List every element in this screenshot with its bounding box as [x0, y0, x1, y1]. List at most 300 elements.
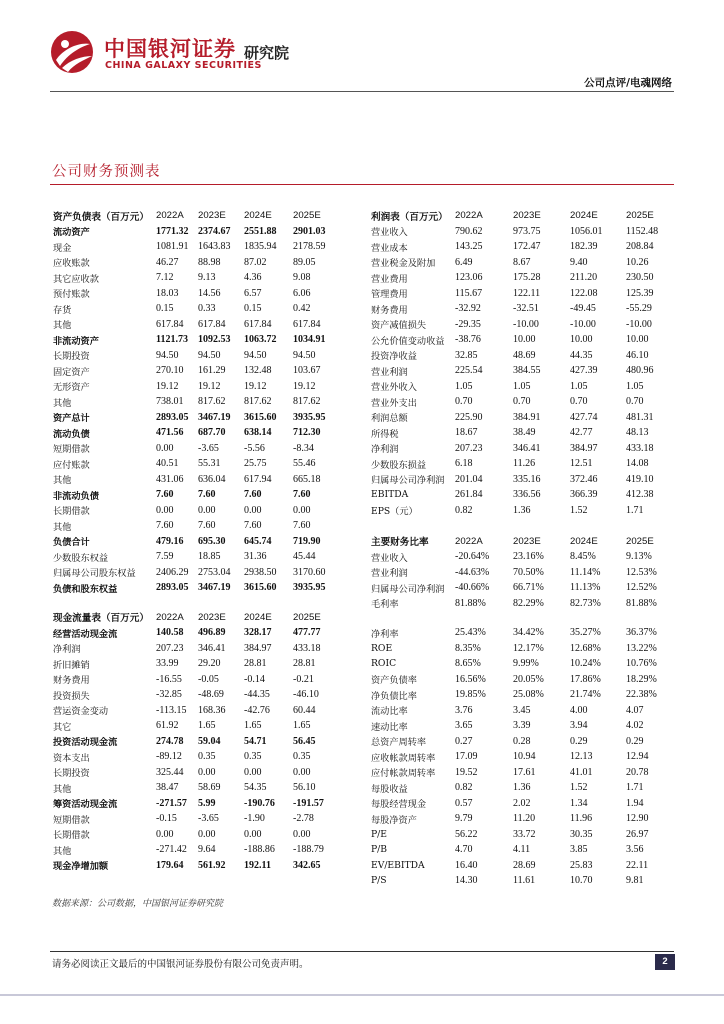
- row-value: 54.35: [244, 782, 267, 794]
- row-label: 其他: [53, 521, 72, 533]
- row-value: 1034.91: [293, 334, 326, 346]
- row-value: 0.00: [198, 766, 216, 778]
- table-row: [51, 487, 342, 503]
- row-value: 384.55: [513, 365, 541, 377]
- row-value: 58.69: [198, 782, 221, 794]
- row-value: 1.34: [570, 797, 588, 809]
- row-value: 0.15: [244, 303, 262, 315]
- row-label: 利润总额: [371, 413, 408, 425]
- row-value: 35.27%: [570, 627, 601, 639]
- table-row: [51, 224, 342, 240]
- table-row: [369, 286, 661, 302]
- row-value: 207.23: [156, 642, 184, 654]
- row-value: 182.39: [570, 241, 598, 253]
- row-value: 56.45: [293, 735, 316, 747]
- row-value: 274.78: [156, 735, 184, 747]
- row-label: 长期借款: [53, 506, 90, 518]
- table-row: [51, 749, 342, 765]
- row-label: P/S: [371, 875, 387, 887]
- row-label: 归属母公司净利润: [371, 475, 445, 487]
- row-value: 738.01: [156, 396, 184, 408]
- row-value: 11.61: [513, 875, 536, 887]
- table-row: [369, 565, 661, 581]
- row-value: 207.23: [455, 442, 483, 454]
- row-value: 7.59: [156, 551, 174, 563]
- row-value: 94.50: [156, 349, 179, 361]
- row-value: 55.31: [198, 458, 221, 470]
- row-value: [198, 596, 244, 610]
- row-value: 1643.83: [198, 241, 231, 253]
- table-row: [369, 641, 661, 657]
- table-row: [369, 811, 661, 827]
- row-value: 81.88%: [455, 597, 486, 609]
- row-value: 2374.67: [198, 225, 231, 237]
- row-value: -113.15: [156, 704, 187, 716]
- row-value: 1.36: [513, 782, 531, 794]
- row-value: 4.70: [455, 844, 473, 856]
- bottom-band: [0, 994, 724, 996]
- row-value: 168.36: [198, 704, 226, 716]
- row-value: 1.05: [570, 380, 588, 392]
- row-value: 2.02: [513, 797, 531, 809]
- row-label: 营业费用: [371, 273, 408, 285]
- row-value: 270.10: [156, 365, 184, 377]
- table-row: [369, 858, 661, 874]
- row-value: 82.73%: [570, 597, 601, 609]
- row-value: 342.65: [293, 859, 321, 871]
- row-value: 0.70: [455, 396, 473, 408]
- row-label: 长期借款: [53, 830, 90, 842]
- table-row: [51, 363, 342, 379]
- row-value: 66.71%: [513, 582, 544, 594]
- row-value: 481.31: [626, 411, 654, 423]
- row-value: 0.15: [156, 303, 174, 315]
- row-value: 3935.95: [293, 411, 326, 423]
- row-value: 3.85: [570, 844, 588, 856]
- row-value: -10.00: [513, 318, 539, 330]
- row-value: 617.84: [198, 318, 226, 330]
- table-row: [369, 239, 661, 255]
- row-label: 其他: [53, 475, 72, 487]
- row-label: 营业税金及附加: [371, 258, 436, 270]
- table-row: [369, 270, 661, 286]
- row-value: 44.35: [570, 349, 593, 361]
- row-label: 预付账款: [53, 289, 90, 301]
- row-value: 1092.53: [198, 334, 231, 346]
- table-row: [369, 394, 661, 410]
- row-value: 372.46: [570, 473, 598, 485]
- header-divider: [50, 91, 674, 92]
- row-value: -32.51: [513, 303, 539, 315]
- row-value: 103.67: [293, 365, 321, 377]
- row-value: 973.75: [513, 225, 541, 237]
- row-value: 94.50: [244, 349, 267, 361]
- row-value: 81.88%: [626, 597, 657, 609]
- row-value: 665.18: [293, 473, 321, 485]
- row-value: 6.49: [455, 256, 473, 268]
- row-value: 0.35: [293, 751, 311, 763]
- row-label: EPS（元）: [371, 506, 418, 518]
- row-value: 2938.50: [244, 566, 277, 578]
- row-value: 2025E: [293, 210, 321, 222]
- table-row: [369, 208, 661, 224]
- row-value: 2023E: [513, 535, 541, 547]
- row-value: 12.53%: [626, 566, 657, 578]
- row-value: 16.56%: [455, 673, 486, 685]
- row-value: 712.30: [293, 427, 321, 439]
- row-value: 19.52: [455, 766, 478, 778]
- table-row: [369, 518, 661, 534]
- row-value: 1.65: [293, 720, 311, 732]
- disclaimer-text: 请务必阅读正文最后的中国银河证券股份有限公司免责声明。: [52, 959, 309, 970]
- row-value: -0.05: [198, 673, 219, 685]
- table-row: [369, 534, 661, 550]
- row-value: 40.51: [156, 458, 179, 470]
- row-label: [51, 596, 156, 610]
- row-value: 2022A: [156, 611, 184, 623]
- row-value: 7.60: [293, 520, 311, 532]
- row-value: 3467.19: [198, 411, 231, 423]
- row-value: 19.12: [293, 380, 316, 392]
- footer-divider: [50, 951, 674, 952]
- row-value: 94.50: [198, 349, 221, 361]
- row-value: -0.15: [156, 813, 177, 825]
- row-label: 短期借款: [53, 444, 90, 456]
- table-row: [369, 687, 661, 703]
- table-row: [51, 842, 342, 858]
- row-label: 归属母公司净利润: [371, 583, 445, 595]
- row-value: 12.51: [570, 458, 593, 470]
- table-row: [51, 672, 342, 688]
- row-value: -0.14: [244, 673, 265, 685]
- row-label: [369, 518, 455, 534]
- row-value: 13.22%: [626, 642, 657, 654]
- row-value: 0.00: [156, 442, 174, 454]
- table-row: [51, 580, 342, 596]
- row-label: 其他: [53, 783, 72, 795]
- row-value: 22.38%: [626, 689, 657, 701]
- row-value: 10.26: [626, 256, 649, 268]
- row-value: 617.84: [156, 318, 184, 330]
- row-label: EBITDA: [371, 489, 409, 501]
- row-value: 346.41: [513, 442, 541, 454]
- row-label: 短期借款: [53, 814, 90, 826]
- row-value: -89.12: [156, 751, 182, 763]
- row-value: 192.11: [244, 859, 271, 871]
- brand-name-en: CHINA GALAXY SECURITIES: [105, 60, 262, 71]
- row-value: 28.69: [513, 859, 536, 871]
- row-value: [455, 518, 513, 534]
- table-row: [369, 656, 661, 672]
- row-value: -55.29: [626, 303, 652, 315]
- row-value: 115.67: [455, 287, 483, 299]
- row-value: -10.00: [570, 318, 596, 330]
- row-label: 资产负债率: [371, 675, 417, 687]
- row-label: 非流动资产: [53, 335, 99, 347]
- row-value: 122.08: [570, 287, 598, 299]
- row-value: 1.36: [513, 504, 531, 516]
- row-label: P/B: [371, 844, 388, 856]
- row-value: 7.60: [198, 489, 216, 501]
- row-value: [570, 611, 626, 625]
- row-value: 2023E: [513, 210, 541, 222]
- row-label: 营业成本: [371, 242, 408, 254]
- row-label: 非流动负债: [53, 490, 99, 502]
- row-value: -3.65: [198, 442, 219, 454]
- row-value: 2024E: [244, 611, 272, 623]
- row-value: 201.04: [455, 473, 483, 485]
- row-value: 817.62: [293, 396, 321, 408]
- table-row: [369, 410, 661, 426]
- row-value: 11.20: [513, 813, 536, 825]
- row-label: 投资净收益: [371, 351, 417, 363]
- row-value: 36.37%: [626, 627, 657, 639]
- row-value: 9.79: [455, 813, 473, 825]
- table-row: [369, 596, 661, 612]
- row-value: 645.74: [244, 535, 272, 547]
- row-value: 1121.73: [156, 334, 188, 346]
- row-value: 2023E: [198, 611, 226, 623]
- row-value: 82.29%: [513, 597, 544, 609]
- row-value: 211.20: [570, 272, 598, 284]
- row-value: 2024E: [570, 210, 598, 222]
- table-row: [51, 239, 342, 255]
- row-value: -5.56: [244, 442, 265, 454]
- row-label: 其他: [53, 320, 72, 332]
- row-value: 28.81: [244, 658, 267, 670]
- row-value: 0.00: [156, 504, 174, 516]
- row-value: 0.28: [513, 735, 531, 747]
- row-value: 9.13%: [626, 551, 652, 563]
- row-label: 流动比率: [371, 706, 408, 718]
- row-value: 2022A: [156, 210, 184, 222]
- row-value: -191.57: [293, 797, 324, 809]
- table-row: [369, 379, 661, 395]
- row-value: 6.06: [293, 287, 311, 299]
- section-divider: [50, 184, 674, 185]
- row-label: EV/EBITDA: [371, 859, 425, 871]
- row-value: 433.18: [293, 642, 321, 654]
- row-label: ROE: [371, 642, 393, 654]
- row-value: -46.10: [293, 689, 319, 701]
- row-value: 695.30: [198, 535, 226, 547]
- row-value: 419.10: [626, 473, 654, 485]
- row-value: -29.35: [455, 318, 481, 330]
- row-value: 60.44: [293, 704, 316, 716]
- row-value: 38.49: [513, 427, 536, 439]
- table-row: [51, 208, 342, 224]
- row-label: P/E: [371, 828, 387, 840]
- row-value: 1.05: [455, 380, 473, 392]
- row-value: 384.91: [513, 411, 541, 423]
- row-value: 1.71: [626, 782, 644, 794]
- row-value: 18.67: [455, 427, 478, 439]
- table-row: [51, 796, 342, 812]
- row-value: -32.92: [455, 303, 481, 315]
- row-value: 2893.05: [156, 411, 189, 423]
- row-value: 12.90: [626, 813, 649, 825]
- row-value: 2022A: [455, 535, 483, 547]
- row-label: 所得税: [371, 428, 399, 440]
- row-value: 14.08: [626, 458, 649, 470]
- row-value: -32.85: [156, 689, 182, 701]
- table-row: [51, 503, 342, 519]
- row-value: 230.50: [626, 272, 654, 284]
- row-value: [570, 518, 626, 534]
- row-label: 营业利润: [371, 366, 408, 378]
- row-value: 2406.29: [156, 566, 189, 578]
- row-value: 4.36: [244, 272, 262, 284]
- table-row: [369, 873, 661, 889]
- row-value: 70.50%: [513, 566, 544, 578]
- row-value: 161.29: [198, 365, 226, 377]
- brand-institute: 研究院: [244, 44, 290, 62]
- row-value: 433.18: [626, 442, 654, 454]
- row-value: 1056.01: [570, 225, 603, 237]
- row-value: 10.76%: [626, 658, 657, 670]
- row-value: 48.13: [626, 427, 649, 439]
- row-value: 496.89: [198, 627, 226, 639]
- row-label: ROIC: [371, 658, 397, 670]
- row-label: 少数股东权益: [53, 552, 109, 564]
- row-value: 3.56: [626, 844, 644, 856]
- table-row: [51, 456, 342, 472]
- row-label: 应付账款: [53, 459, 90, 471]
- row-value: -44.35: [244, 689, 270, 701]
- table-row: [369, 780, 661, 796]
- row-value: 638.14: [244, 427, 272, 439]
- row-value: 46.27: [156, 256, 179, 268]
- row-value: 23.16%: [513, 551, 544, 563]
- row-value: 56.22: [455, 828, 478, 840]
- row-value: 817.62: [198, 396, 226, 408]
- row-value: -40.66%: [455, 582, 490, 594]
- row-label: 长期投资: [53, 351, 90, 363]
- row-value: 208.84: [626, 241, 654, 253]
- row-label: 负债和股东权益: [53, 583, 118, 595]
- row-value: -16.55: [156, 673, 182, 685]
- row-value: 412.38: [626, 489, 654, 501]
- row-value: 0.00: [198, 504, 216, 516]
- row-value: 8.65%: [455, 658, 481, 670]
- row-value: [513, 518, 570, 534]
- row-label: 负债合计: [53, 537, 90, 549]
- row-value: 5.99: [198, 797, 216, 809]
- row-value: 12.13: [570, 751, 593, 763]
- row-value: 32.85: [455, 349, 478, 361]
- row-value: 14.30: [455, 875, 478, 887]
- row-value: 8.35%: [455, 642, 481, 654]
- table-row: [369, 718, 661, 734]
- row-value: 2178.59: [293, 241, 326, 253]
- table-row: [51, 703, 342, 719]
- row-value: 0.29: [626, 735, 644, 747]
- row-value: 0.00: [293, 766, 311, 778]
- row-value: 19.12: [244, 380, 267, 392]
- table-row: [369, 472, 661, 488]
- row-value: 4.07: [626, 704, 644, 716]
- table-row: [51, 718, 342, 734]
- table-row: [51, 625, 342, 641]
- row-value: 87.02: [244, 256, 267, 268]
- table-row: [51, 610, 342, 626]
- table-row: [51, 317, 342, 333]
- row-value: 25.08%: [513, 689, 544, 701]
- row-value: 366.39: [570, 489, 598, 501]
- row-value: 42.77: [570, 427, 593, 439]
- row-value: -3.65: [198, 813, 219, 825]
- row-value: 54.71: [244, 735, 267, 747]
- table-row: [369, 749, 661, 765]
- row-value: 3935.95: [293, 582, 326, 594]
- row-value: 122.11: [513, 287, 541, 299]
- row-label: 净负债比率: [371, 690, 417, 702]
- document-type: 公司点评/电魂网络: [584, 77, 672, 89]
- row-value: 0.70: [513, 396, 531, 408]
- row-value: 17.61: [513, 766, 536, 778]
- row-value: 0.00: [293, 828, 311, 840]
- row-value: 31.36: [244, 551, 267, 563]
- row-value: 17.86%: [570, 673, 601, 685]
- row-value: 0.35: [244, 751, 262, 763]
- row-value: -38.76: [455, 334, 481, 346]
- row-value: 479.16: [156, 535, 184, 547]
- row-label: 其他: [53, 845, 72, 857]
- row-value: 10.00: [626, 334, 649, 346]
- row-value: 7.60: [244, 520, 262, 532]
- row-value: 18.29%: [626, 673, 657, 685]
- row-value: -190.76: [244, 797, 275, 809]
- row-value: 0.70: [570, 396, 588, 408]
- row-label: 资本支出: [53, 752, 90, 764]
- row-label: 现金流量表（百万元）: [53, 613, 149, 625]
- row-value: 1.52: [570, 504, 588, 516]
- row-value: 0.00: [156, 828, 174, 840]
- table-row: [369, 827, 661, 843]
- row-value: 2753.04: [198, 566, 231, 578]
- table-row: [369, 456, 661, 472]
- table-row: [51, 348, 342, 364]
- row-value: 1.65: [198, 720, 216, 732]
- table-row: [51, 765, 342, 781]
- row-value: 179.64: [156, 859, 184, 871]
- table-row: [51, 518, 342, 534]
- row-value: 10.00: [513, 334, 536, 346]
- row-value: 3.76: [455, 704, 473, 716]
- row-value: 45.44: [293, 551, 316, 563]
- table-row: [51, 549, 342, 565]
- row-value: 1.05: [513, 380, 531, 392]
- row-value: 38.47: [156, 782, 179, 794]
- row-value: 48.69: [513, 349, 536, 361]
- row-value: -42.76: [244, 704, 270, 716]
- row-label: 现金净增加额: [53, 861, 109, 873]
- row-value: 261.84: [455, 489, 483, 501]
- table-row: [369, 703, 661, 719]
- row-value: 9.81: [626, 875, 644, 887]
- row-value: 0.35: [198, 751, 216, 763]
- row-label: 管理费用: [371, 289, 408, 301]
- row-value: 9.40: [570, 256, 588, 268]
- row-value: 132.48: [244, 365, 272, 377]
- row-value: 1.05: [626, 380, 644, 392]
- row-value: 2025E: [626, 210, 654, 222]
- row-value: 480.96: [626, 365, 654, 377]
- table-row: [51, 687, 342, 703]
- row-value: 19.12: [198, 380, 221, 392]
- table-row: [51, 441, 342, 457]
- row-value: 10.00: [570, 334, 593, 346]
